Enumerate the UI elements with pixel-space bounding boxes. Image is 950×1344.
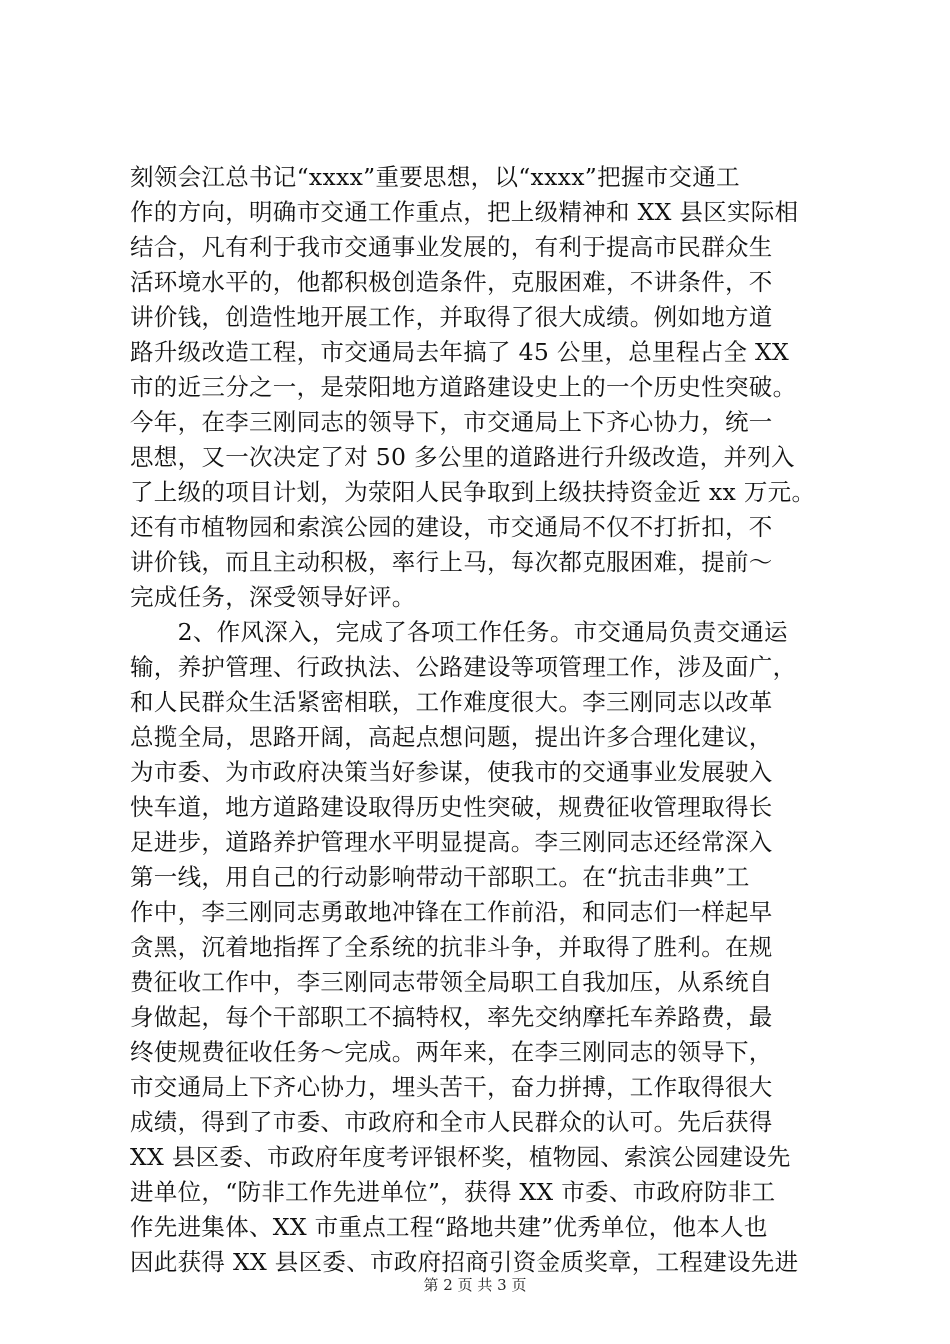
text-line: 讲价钱，而且主动积极，率行上马，每次都克服困难，提前～: [130, 548, 773, 576]
text-line: 第一线，用自己的行动影响带动干部职工。在“抗击非典”工: [130, 863, 750, 891]
text-line: 路升级改造工程，市交通局去年搞了 45 公里，总里程占全 XX: [130, 338, 790, 366]
text-line: 身做起，每个干部职工不搞特权，率先交纳摩托车养路费，最: [130, 1003, 773, 1031]
text-line: 费征收工作中，李三刚同志带领全局职工自我加压，从系统自: [130, 968, 773, 996]
text-line: 讲价钱，创造性地开展工作，并取得了很大成绩。例如地方道: [130, 303, 773, 331]
text-line: 因此获得 XX 县区委、市政府招商引资金质奖章，工程建设先进: [130, 1248, 799, 1276]
body-text: [130, 160, 830, 1280]
text-line: 思想，又一次决定了对 50 多公里的道路进行升级改造，并列入: [130, 443, 795, 471]
text-line: 活环境水平的，他都积极创造条件，克服困难，不讲条件，不: [130, 268, 773, 296]
text-line: 结合，凡有利于我市交通事业发展的，有利于提高市民群众生: [130, 233, 773, 261]
text-line: 和人民群众生活紧密相联，工作难度很大。李三刚同志以改革: [130, 688, 773, 716]
text-line: 输，养护管理、行政执法、公路建设等项管理工作，涉及面广，: [130, 653, 797, 681]
text-line: 了上级的项目计划，为荥阳人民争取到上级扶持资金近 xx 万元。: [130, 478, 816, 506]
text-line: 快车道，地方道路建设取得历史性突破，规费征收管理取得长: [130, 793, 773, 821]
text-line: 2、作风深入，完成了各项工作任务。市交通局负责交通运: [130, 618, 788, 646]
text-line: 贪黑，沉着地指挥了全系统的抗非斗争，并取得了胜利。在规: [130, 933, 773, 961]
text-line: 今年，在李三刚同志的领导下，市交通局上下齐心协力，统一: [130, 408, 773, 436]
page-number-label: 第 2 页 共 3 页: [423, 1276, 527, 1294]
text-line: 足进步，道路养护管理水平明显提高。李三刚同志还经常深入: [130, 828, 773, 856]
text-line: XX 县区委、市政府年度考评银杯奖，植物园、索滨公园建设先: [130, 1143, 791, 1171]
text-line: 还有市植物园和索滨公园的建设，市交通局不仅不打折扣，不: [130, 513, 773, 541]
text-line: 总揽全局，思路开阔，高起点想问题，提出许多合理化建议，: [130, 723, 773, 751]
text-line: 作的方向，明确市交通工作重点，把上级精神和 XX 县区实际相: [130, 198, 799, 226]
text-line: 市交通局上下齐心协力，埋头苦干，奋力拼搏，工作取得很大: [130, 1073, 773, 1101]
text-line: 终使规费征收任务～完成。两年来，在李三刚同志的领导下，: [130, 1038, 773, 1066]
text-line: 完成任务，深受领导好评。: [130, 583, 416, 611]
text-line: 成绩，得到了市委、市政府和全市人民群众的认可。先后获得: [130, 1108, 773, 1136]
page-footer: [0, 1275, 950, 1295]
text-line: 刻领会江总书记“xxxx”重要思想，以“xxxx”把握市交通工: [130, 163, 740, 191]
text-line: 为市委、为市政府决策当好参谋，使我市的交通事业发展驶入: [130, 758, 773, 786]
text-line: 进单位，“防非工作先进单位”，获得 XX 市委、市政府防非工: [130, 1178, 776, 1206]
text-line: 市的近三分之一，是荥阳地方道路建设史上的一个历史性突破。: [130, 373, 797, 401]
text-line: 作中，李三刚同志勇敢地冲锋在工作前沿，和同志们一样起早: [130, 898, 773, 926]
text-line: 作先进集体、XX 市重点工程“路地共建”优秀单位，他本人也: [130, 1213, 768, 1241]
